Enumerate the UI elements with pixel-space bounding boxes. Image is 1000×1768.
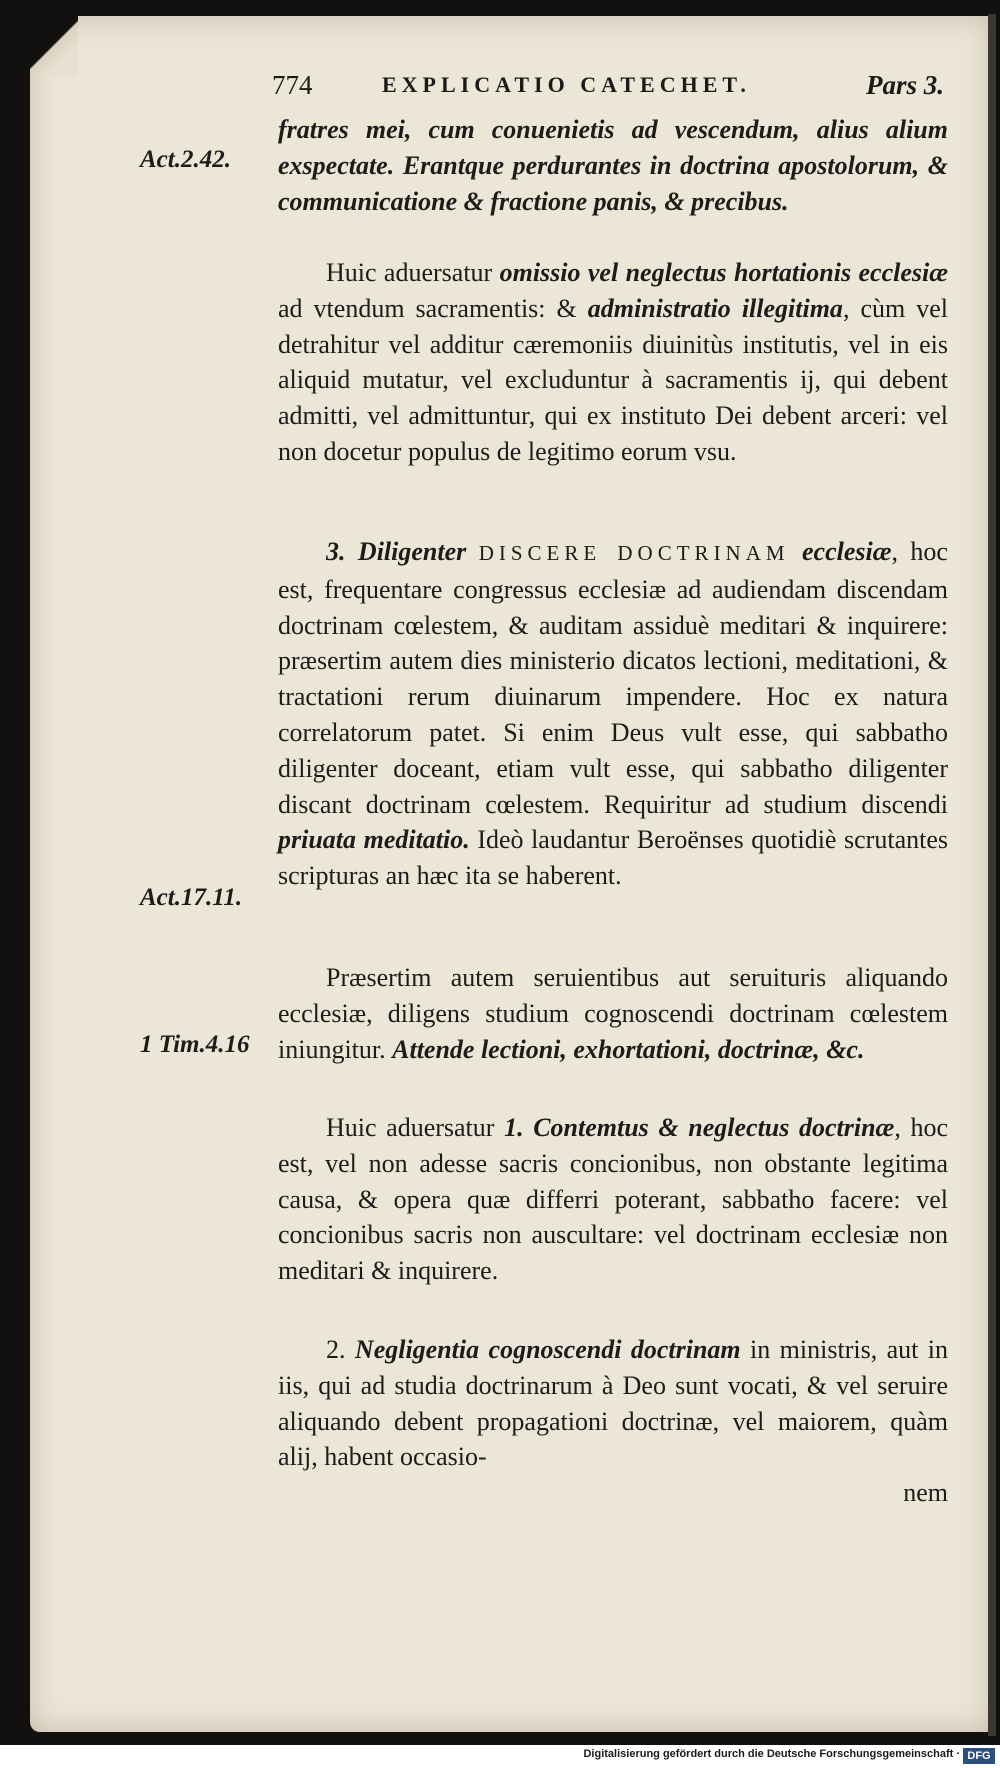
p3-term-ecclesiae: ecclesiæ xyxy=(789,537,892,566)
margin-note-acts-17-11: Act.17.11. xyxy=(140,884,243,911)
p3-number-diligenter: 3. Diligenter xyxy=(326,537,479,566)
page-fold-corner xyxy=(30,16,78,76)
p5-text-c: , hoc est, vel non adesse sacris concionibus, non obstante legitima causa, & opera quæ differri poterant, sabbatho facere: vel concionibus sacris non auscultare: vel doctrinam ecclesiæ non meditari & inquirere. xyxy=(278,1113,949,1286)
paragraph-6 xyxy=(278,1332,948,1511)
p2-text-c: ad vtendum sacramentis: & xyxy=(278,293,588,323)
footer-credit-text: Digitalisierung gefördert durch die Deutsche Forschungsgemeinschaft · xyxy=(583,1748,960,1760)
p6-term-negligentia: Negligentia cognoscendi doctrinam xyxy=(354,1335,741,1364)
p6-text-c: in ministris, aut in iis, qui ad studia doctrinarum à Deo sunt vocati, & vel seruire aliquando debent propagationi doctrinæ, vel maiorem, quàm alij, habent occasio- xyxy=(278,1335,949,1472)
p3-text-f: Ideò laudantur Beroënses quotidiè scrutantes scripturas an hæc ita se haberent. xyxy=(278,825,948,891)
catchword: nem xyxy=(903,1478,948,1508)
p2-term-omissio: omissio vel neglectus hortationis ecclesiæ xyxy=(499,258,948,287)
paragraph-5 xyxy=(278,1110,948,1289)
running-header xyxy=(272,70,944,110)
paragraph-1-text: fratres mei, cum conuenietis ad vescendum, alius alium exspectate. Erantque perdurantes in doctrina apostolorum, & communicatione & fractione panis, & precibus. xyxy=(278,115,948,216)
digitization-footer xyxy=(0,1745,1000,1768)
part-label: Pars 3. xyxy=(865,70,944,100)
paragraph-2 xyxy=(278,255,948,470)
p3-text-d: , hoc est, frequentare congressus ecclesiæ ad audiendam discendam doctrinam cœlestem, & auditam assiduè meditari & inquirere: præsertim autem dies ministerio dicatos lectioni, meditationi, & tractationi rerum diuinarum impendere. Hoc ex natura correlatorum patet. Si enim Deus vult esse, qui sabbatho diligenter doceant, etiam vult esse, qui sabbatho diligenter discant doctrinam cœlestem. Requiritur ad studium discendi xyxy=(278,537,948,819)
dfg-logo: DFG xyxy=(963,1748,995,1764)
p6-text-a: 2. xyxy=(326,1335,355,1364)
p2-text-e: , cùm vel detrahitur vel additur cæremoniis diuinitùs institutis, vel in eis aliquid mutatur, vel excluduntur à sacramentis ij, qui debent admitti, vel admittuntur, qui ex instituto Dei debent arceri: vel non docetur populus de legitimo eorum vsu. xyxy=(278,293,948,466)
p5-term-contemtus: 1. Contemtus & neglectus doctrinæ xyxy=(504,1113,895,1142)
p2-text-a: Huic aduersatur xyxy=(326,258,500,287)
paragraph-4 xyxy=(278,960,948,1067)
paragraph-3 xyxy=(278,534,948,894)
p4-text-a: Præsertim autem seruientibus aut seruituris aliquando ecclesiæ, diligens studium cognoscendi doctrinam cœlestem iniungitur. xyxy=(278,963,948,1064)
p3-term-priuata-meditatio: priuata meditatio. xyxy=(278,825,470,855)
margin-note-1-tim-4-16: 1 Tim.4.16 xyxy=(140,1031,250,1058)
running-title: EXPLICATIO CATECHET. xyxy=(382,72,751,97)
p3-heading-discere-doctrinam: DISCERE DOCTRINAM xyxy=(478,541,790,565)
p2-term-administratio: administratio illegitima xyxy=(587,293,843,323)
page-edge xyxy=(988,14,996,1736)
paragraph-1 xyxy=(278,112,948,219)
margin-note-acts-2-42: Act.2.42. xyxy=(140,146,231,173)
p5-text-a: Huic aduersatur xyxy=(326,1113,505,1142)
page-number: 774 xyxy=(272,70,313,100)
p4-quote-attende: Attende lectioni, exhortationi, doctrinæ, &c. xyxy=(392,1034,865,1064)
